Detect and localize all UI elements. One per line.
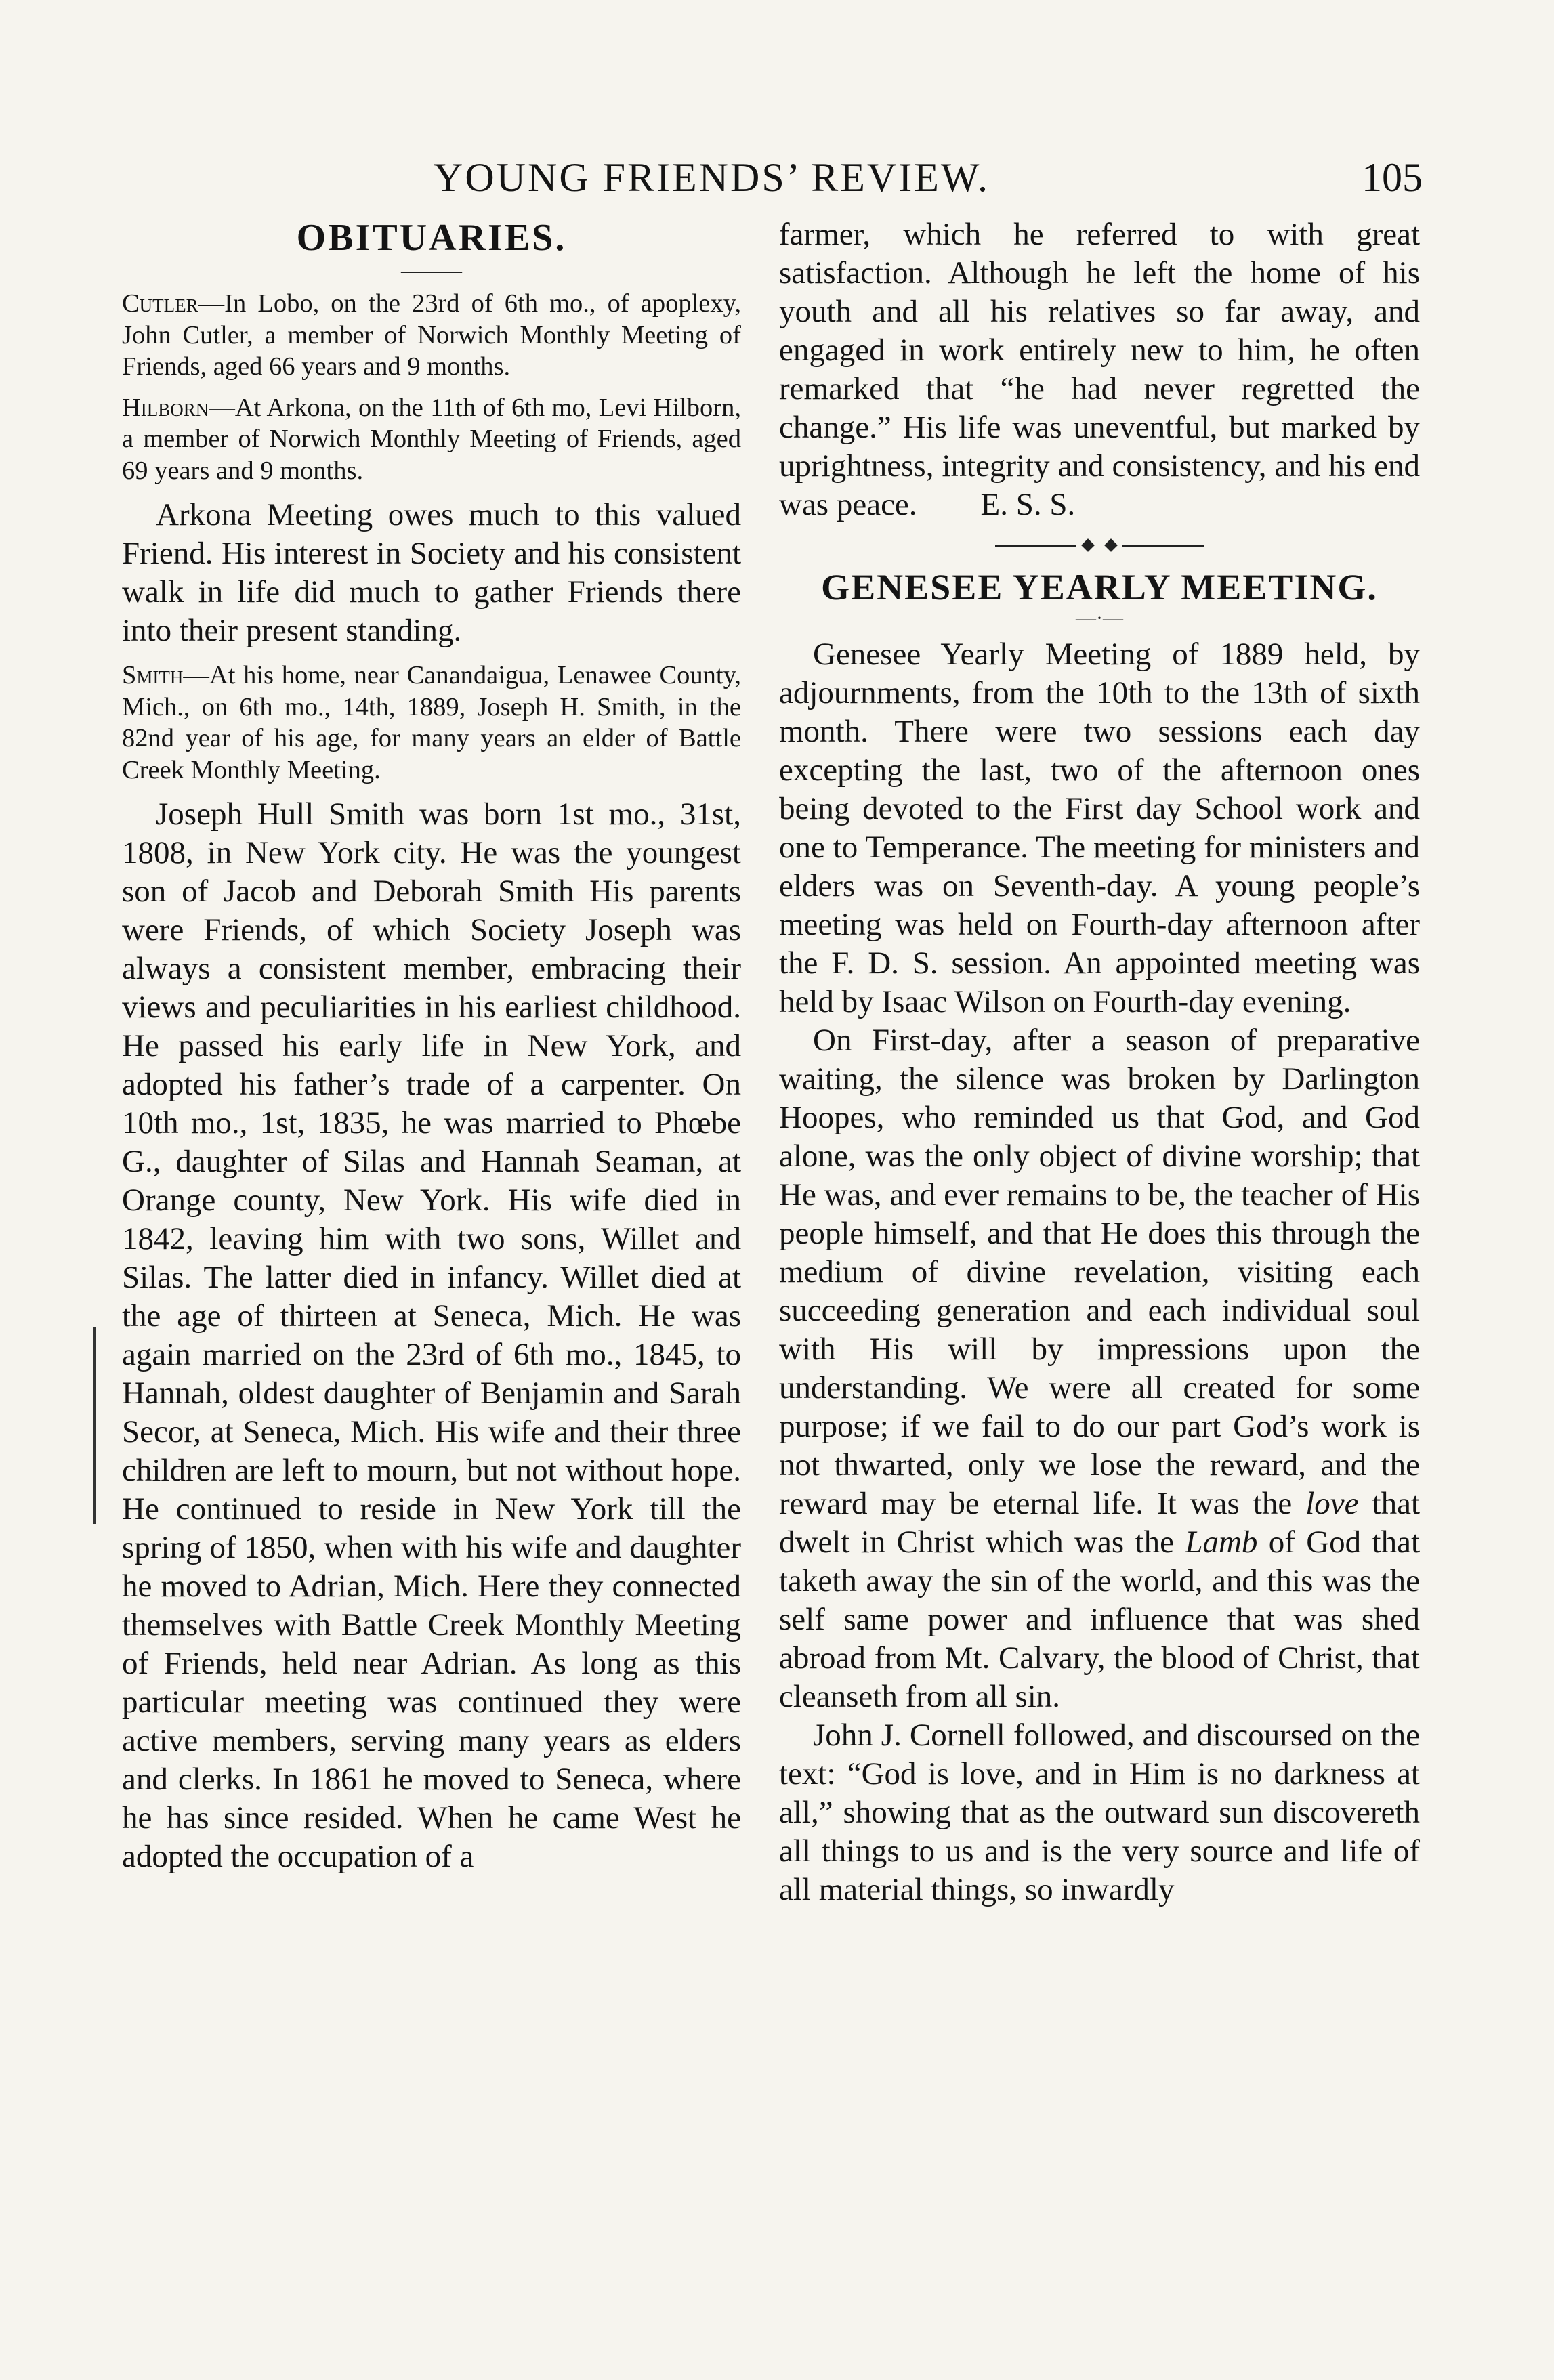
first-day-text: On First-day, after a season of preparative waiting, the silence was broken by Darlington Hoopes, who reminded us that God, and God alone, was the only object of divine worship; that He was, and ever remains to be, the teacher of His people himself, and that He does this through the medium of divine revelation, visiting each succeeding generation and each individual soul with His will by impressions upon the understanding. We were all created for some purpose; if we fail to do our part God’s work is not thwarted, only we lose the reward, and the reward may be eternal life. It was the [779, 1023, 1420, 1521]
love-word: love [1305, 1486, 1359, 1521]
left-column [122, 215, 741, 1876]
divider-diamond [1104, 538, 1118, 552]
margin-mark [93, 1327, 96, 1524]
section-rule: —·— [1076, 607, 1123, 629]
notice-text: —At Arkona, on the 11th of 6th mo, Levi Hilborn, a member of Norwich Monthly Meeting of Friends, aged 69 years and 9 months. [122, 393, 741, 485]
page-header [434, 154, 1423, 209]
obituary-notice-cutler [122, 288, 741, 383]
first-day-text: that dwelt in Christ which was the [779, 1486, 1421, 1560]
continuation-text: farmer, which he referred to with great satisfaction. Although he left the home of his youth and all his relatives so far away, and engaged in work entirely new to him, he often remarked that “he had never regretted the change.” His life was uneventful, but marked by uprightness, integrity and consistency, and his end was peace. [779, 217, 1420, 522]
section-rule: ——— [401, 259, 462, 282]
genesee-paragraph-1: Genesee Yearly Meeting of 1889 held, by adjournments, from the 10th to the 13th of sixth month. There were two sessions each day excepting the last, two of the afternoon ones being devoted to the First day School work and one to Temperance. The meeting for ministers and elders was on Seventh-day. A young people’s meeting was held on Fourth-day afternoon after the F. D. S. session. An appointed meeting was held by Isaac Wilson on Fourth-day evening. [779, 637, 1420, 1019]
notice-text: —In Lobo, on the 23rd of 6th mo., of apoplexy, John Cutler, a member of Norwich Monthly Meeting of Friends, aged 66 years and 9 months. [122, 289, 741, 381]
divider-line [995, 545, 1076, 547]
biography-continuation [779, 215, 1420, 524]
notice-name: Hilborn [122, 393, 209, 422]
notice-name: Smith [122, 661, 184, 690]
running-head: YOUNG FRIENDS’ REVIEW. [434, 155, 990, 200]
divider-diamond [1081, 538, 1095, 552]
first-day-paragraph [779, 1021, 1420, 1716]
first-day-text: of God that taketh away the sin of the world, and this was the self same power and influence that was shed abroad from Mt. Calvary, the blood of Christ, that cleanseth from all sin. [779, 1525, 1421, 1714]
smith-biography: Joseph Hull Smith was born 1st mo., 31st, 1808, in New York city. He was the youngest son of Jacob and Deborah Smith His parents were Friends, of which Society Joseph was always a consistent member, embracing their views and peculiarities in his earliest childhood. He passed his early life in New York, and adopted his father’s trade of a carpenter. On 10th mo., 1st, 1835, he was married to Phœbe G., daughter of Silas and Hannah Seaman, at Orange county, New York. His wife died in 1842, leaving him with two sons, Willet and Silas. The latter died in infancy. Willet died at the age of thirteen at Seneca, Mich. He was again married on the 23rd of 6th mo., 1845, to Hannah, oldest daughter of Benjamin and Sarah Secor, at Seneca, Mich. His wife and their three children are left to mourn, but not without hope. He continued to reside in New York till the spring of 1850, when with his wife and daughter he moved to Adrian, Mich. Here they connected themselves with Battle Creek Monthly Meeting of Friends, held near Adrian. As long as this particular meeting was continued they were active members, serving many years as elders and clerks. In 1861 he moved to Seneca, where he has since resided. When he came West he adopted the occupation of a [122, 796, 741, 1875]
obituary-notice-smith [122, 660, 741, 786]
lamb-word: Lamb [1185, 1525, 1258, 1560]
hilborn-paragraph: Arkona Meeting owes much to this valued Friend. His interest in Society and his consistent walk in life did much to gather Friends there into their present standing. [122, 497, 741, 649]
obituary-notice-hilborn [122, 392, 741, 487]
notice-name: Cutler [122, 289, 198, 318]
section-divider [779, 526, 1420, 565]
notice-text: —At his home, near Canandaigua, Lenawee County, Mich., on 6th mo., 14th, 1889, Joseph H. Smith, in the 82nd year of his age, for many years an elder of Battle Creek Monthly Meeting. [122, 661, 741, 784]
obituaries-title: OBITUARIES. [296, 217, 567, 259]
right-column [779, 215, 1420, 1909]
cornell-paragraph: John J. Cornell followed, and discoursed on the text: “God is love, and in Him is no darkness at all,” showing that as the outward sun discovereth all things to us and is the very source and life of all material things, so inwardly [779, 1718, 1420, 1907]
page-number: 105 [1362, 155, 1423, 200]
genesee-title: GENESEE YEARLY MEETING. [821, 567, 1378, 608]
divider-line [1122, 545, 1204, 547]
signature: E. S. S. [980, 487, 1076, 522]
